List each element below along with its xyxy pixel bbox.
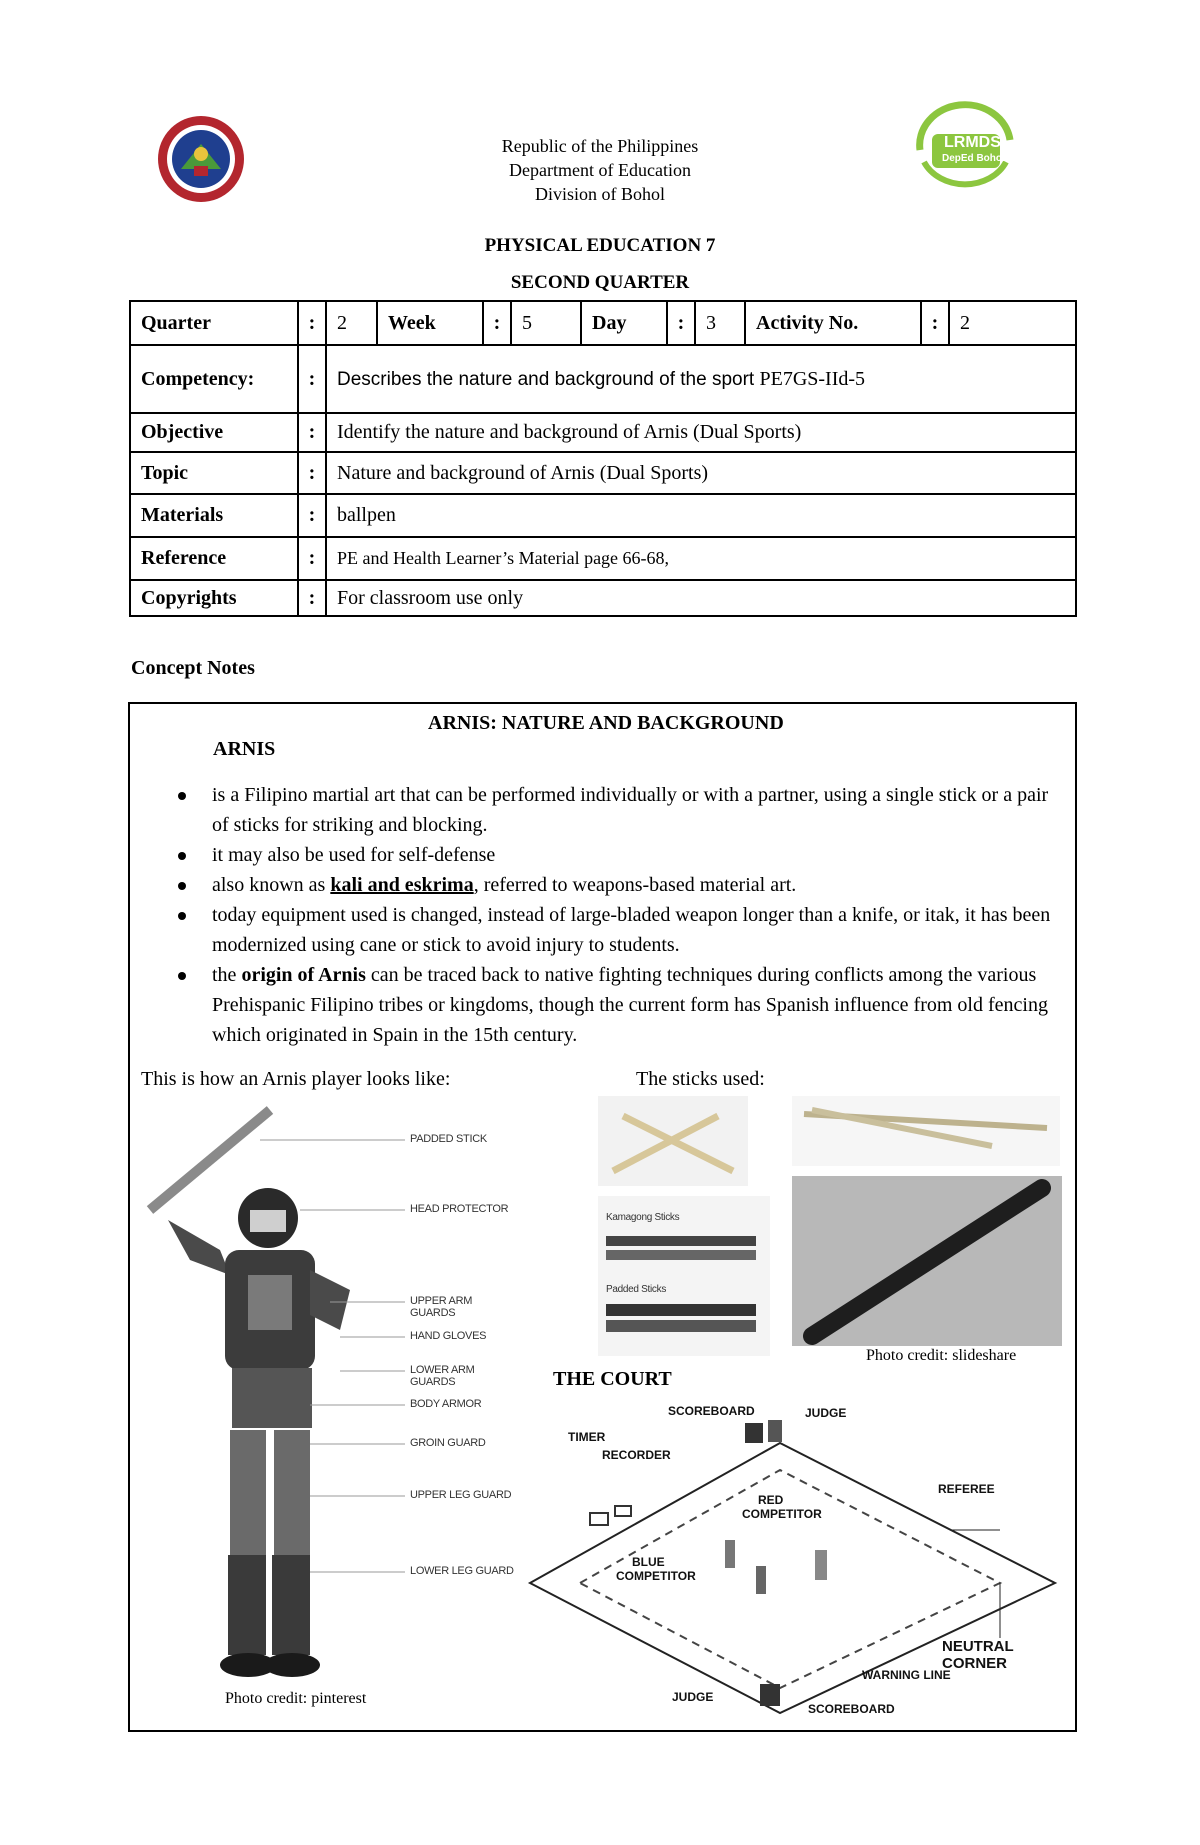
reference-label: Reference [130,537,298,580]
activity-value: 2 [949,301,1076,345]
colon: : [298,537,326,580]
header-deped: Department of Education [509,160,691,180]
bullet-icon [178,792,186,800]
bullet-text: also known as [212,874,331,896]
table-row [130,494,1076,537]
quarter-label: Quarter [130,301,298,345]
lrmds-subtext: DepEd Bohol [942,153,1005,164]
header-division: Division of Bohol [534,184,665,204]
sticks-image-crossed [598,1096,748,1186]
objective-value: Identify the nature and background of Arnis (Dual Sports) [326,413,1076,452]
colon: : [298,301,326,345]
concept-notes-heading: Concept Notes [131,657,255,679]
bullet-text: , referred to weapons-based material art. [473,874,797,896]
court-diagram [520,1398,1065,1718]
colon: : [298,580,326,616]
bullet-icon [178,912,186,920]
list-item [176,840,1066,870]
table-row [130,537,1076,580]
list-item [176,780,1066,840]
week-value: 5 [511,301,581,345]
table-row [130,452,1076,494]
subject-title: PHYSICAL EDUCATION 7 [484,235,716,256]
player-photo-credit: Photo credit: pinterest [225,1690,367,1707]
topic-label: Topic [130,452,298,494]
activity-label: Activity No. [745,301,921,345]
arnis-player-image [140,1100,520,1700]
court-title: THE COURT [553,1368,672,1390]
bullet-text: it may also be used for self-defense [212,844,496,866]
player-caption: This is how an Arnis player looks like: [141,1068,451,1090]
sticks-photo-credit: Photo credit: slideshare [866,1347,1017,1364]
sticks-image-kamagong-padded [598,1196,770,1356]
padded-label: Padded Sticks [606,1284,667,1295]
bullet-icon [178,972,186,980]
arnis-bullet-list [176,780,1066,1050]
label-upper-arm-guards: UPPER ARM GUARDS [410,1295,473,1319]
lesson-info-table [129,300,1077,617]
lrmds-text: LRMDS [944,134,1001,151]
concept-box-title: ARNIS: NATURE AND BACKGROUND [428,712,784,734]
day-label: Day [581,301,667,345]
table-row [130,301,1076,345]
court-label-scoreboard-bottom: SCOREBOARD [808,1702,895,1716]
bullet-emphasis: origin of Arnis [241,964,366,986]
bullet-text: can be traced back to native fighting techniques during conflicts among the various Prehispanic Filipino tribes or kingdoms, though the current form has Spanish influence from old fencing which originated in Spain in the 15th century. [212,964,1048,1046]
court-label-blue: BLUE [632,1555,665,1569]
label-hand-gloves: HAND GLOVES [410,1330,487,1342]
colon: : [298,494,326,537]
colon: : [921,301,949,345]
label-lower-arm-guards: LOWER ARM GUARDS [410,1364,475,1388]
competency-label: Competency: [130,345,298,413]
bullet-emphasis: kali and eskrima [330,874,474,896]
sticks-image-dark-stick [792,1176,1062,1346]
bullet-icon [178,882,186,890]
label-lower-leg-guard: LOWER LEG GUARD [410,1565,514,1577]
court-label-timer: TIMER [568,1430,606,1444]
sticks-image-rattan [792,1096,1060,1166]
week-label: Week [377,301,483,345]
copyrights-label: Copyrights [130,580,298,616]
court-label-judge-bottom: JUDGE [672,1690,714,1704]
reference-value: PE and Health Learner’s Material page 66-68, [326,537,1076,580]
objective-label: Objective [130,413,298,452]
list-item [176,900,1066,960]
header-republic: Republic of the Philippines [501,136,699,156]
court-label-neutral-corner: NEUTRAL CORNER [942,1638,1014,1672]
arnis-subheading: ARNIS [213,738,276,760]
table-row [130,580,1076,616]
bullet-text: is a Filipino martial art that can be performed individually or with a partner, using a single stick or a pair of sticks for striking and blocking. [212,784,1049,836]
competency-value [326,345,1076,413]
competency-text: Describes the nature and background of the sport [337,368,760,390]
topic-value: Nature and background of Arnis (Dual Sports) [326,452,1076,494]
colon: : [298,345,326,413]
label-body-armor: BODY ARMOR [410,1398,482,1410]
kamagong-label: Kamagong Sticks [606,1212,680,1223]
court-label-warning-line: WARNING LINE [862,1668,951,1682]
competency-code: PE7GS-IId-5 [759,367,866,390]
court-label-red: RED [758,1493,784,1507]
label-head-protector: HEAD PROTECTOR [410,1203,509,1215]
table-row [130,413,1076,452]
court-label-red-competitor: COMPETITOR [742,1507,822,1521]
colon: : [298,452,326,494]
court-label-judge-top: JUDGE [805,1406,847,1420]
court-label-recorder: RECORDER [602,1448,671,1462]
bullet-text: the [212,964,242,986]
label-padded-stick: PADDED STICK [410,1133,487,1145]
day-value: 3 [695,301,745,345]
copyrights-value: For classroom use only [326,580,1076,616]
court-label-scoreboard-top: SCOREBOARD [668,1404,755,1418]
quarter-value: 2 [326,301,377,345]
bullet-icon [178,852,186,860]
label-upper-leg-guard: UPPER LEG GUARD [410,1489,512,1501]
materials-value: ballpen [326,494,1076,537]
colon: : [483,301,511,345]
colon: : [667,301,695,345]
bullet-text: today equipment used is changed, instead of large-bladed weapon longer than a knife, or itak, it has been modernized using cane or stick to avoid injury to students. [212,904,1051,956]
quarter-title: SECOND QUARTER [510,272,690,293]
list-item [176,870,1066,900]
materials-label: Materials [130,494,298,537]
label-groin-guard: GROIN GUARD [410,1437,486,1449]
court-label-blue-competitor: COMPETITOR [616,1569,696,1583]
table-row [130,345,1076,413]
colon: : [298,413,326,452]
sticks-caption: The sticks used: [636,1068,765,1090]
list-item [176,960,1066,1050]
court-label-referee: REFEREE [938,1482,995,1496]
